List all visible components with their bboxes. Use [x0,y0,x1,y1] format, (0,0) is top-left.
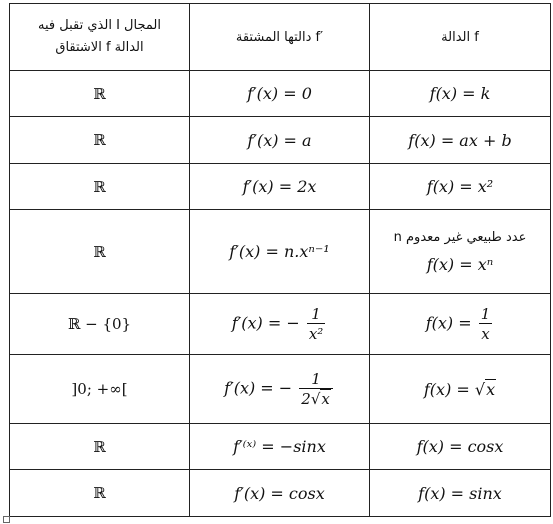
derivative-cell: f′(x) = n.xⁿ⁻¹ [190,210,370,294]
derivative-cell: f′(x) = cosx [190,470,370,517]
table-row [10,71,551,117]
function-cell: f(x) = cosx [370,424,551,470]
domain-cell: ℝ [10,164,190,210]
function-cell [370,355,551,424]
table-anchor-handle[interactable] [3,516,10,523]
header-derivative-label: دالتها المشتقة f′ [235,30,324,45]
fraction-numerator: 1 [311,305,321,323]
domain-cell: ℝ [10,424,190,470]
radicand: x [486,379,496,399]
function-cell: f(x) = x² [370,164,551,210]
fraction-numerator: 1 [311,370,321,388]
fraction-denominator: x² [308,325,324,343]
table-row [10,117,551,164]
header-domain [10,4,190,71]
derivative-cell: f′⁽ˣ⁾ = −sinx [190,424,370,470]
header-function [370,4,551,71]
table-row [10,210,551,294]
fraction-denominator: x [481,325,490,343]
header-domain-line2: الدالة f الاشتقاق [55,40,144,55]
natural-number-note: عدد طبيعي غير معدوم n [393,229,527,245]
table-row [10,164,551,210]
table-row [10,355,551,424]
header-function-label: الدالة f [441,30,479,45]
function-cell: f(x) = k [370,71,551,117]
derivative-fraction [307,305,325,343]
function-cell: f(x) = ax + b [370,117,551,164]
header-domain-line1: المجال I الذي تقبل فيه [38,18,161,33]
fraction-numerator: 1 [480,305,491,323]
derivative-cell [190,294,370,355]
domain-cell: ℝ [10,117,190,164]
function-cell: f(x) = sinx [370,470,551,517]
table-row [10,470,551,517]
derivative-cell: f′(x) = 2x [190,164,370,210]
derivative-cell: f′(x) = 0 [190,71,370,117]
function-formula: f(x) = xⁿ [426,254,494,274]
denominator-coefficient: 2 [301,390,311,408]
radicand: x [321,390,330,408]
function-cell [370,210,551,294]
function-cell [370,294,551,355]
derivative-cell: f′(x) = a [190,117,370,164]
table-row [10,294,551,355]
derivative-lhs: f′(x) = − [231,313,300,333]
table-header-row [10,4,551,71]
function-lhs: f(x) = [425,313,472,333]
derivatives-table [9,3,551,517]
table-row [10,424,551,470]
domain-cell: ]0; +∞[ [10,355,190,424]
derivative-lhs: f′(x) = − [224,378,293,398]
domain-cell: ℝ [10,71,190,117]
function-lhs: f(x) = √ [423,379,486,399]
function-fraction [479,305,493,343]
domain-cell: ℝ [10,470,190,517]
domain-cell: ℝ [10,210,190,294]
derivative-fraction [299,370,333,408]
derivative-cell [190,355,370,424]
header-derivative [190,4,370,71]
fraction-denominator: 2√x [299,388,333,408]
domain-cell: ℝ − {0} [10,294,190,355]
